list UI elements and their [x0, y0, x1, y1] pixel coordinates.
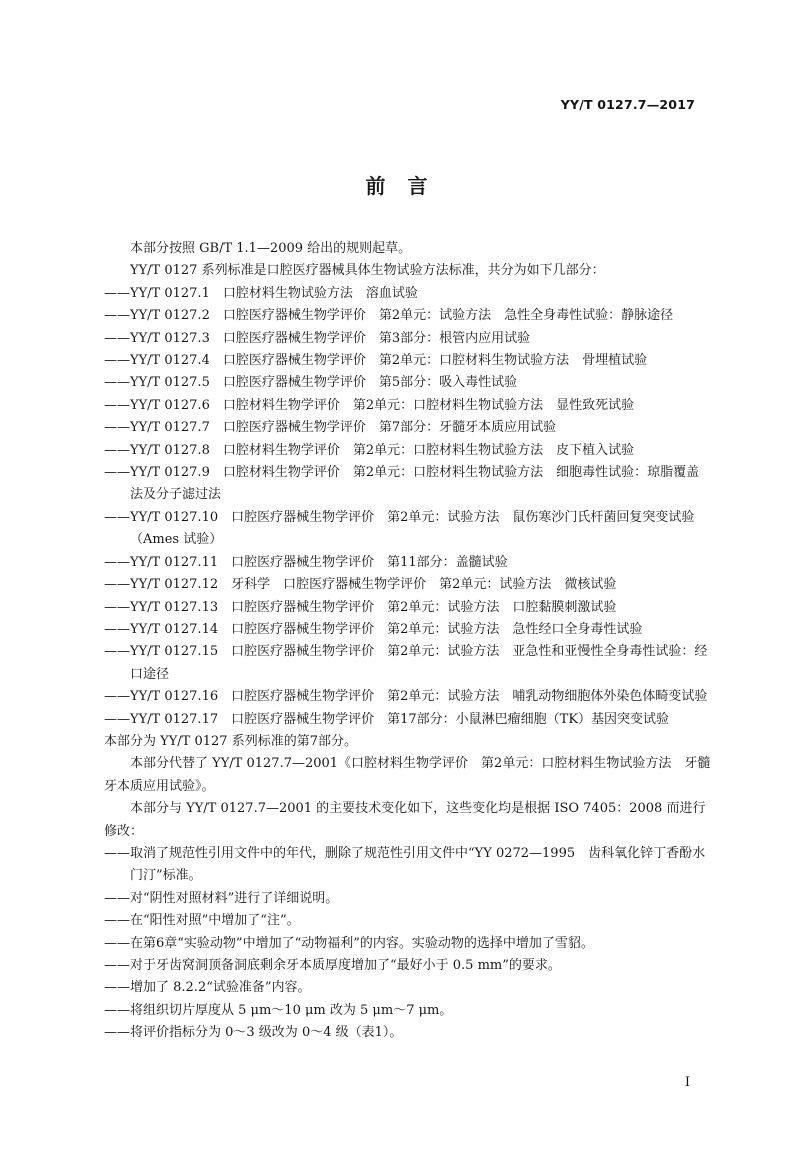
- list-item: ——YY/T 0127.3 口腔医疗器械生物学评价 第3部分：根管内应用试验: [104, 330, 531, 346]
- list-item: ——YY/T 0127.13 口腔医疗器械生物学评价 第2单元：试验方法 口腔黏膜刺激试验: [104, 599, 617, 615]
- list-item: ——YY/T 0127.15 口腔医疗器械生物学评价 第2单元：试验方法 亚急性和亚慢性全身毒性试验：经口途径: [104, 644, 708, 682]
- standard-code: YY/T 0127.7—2017: [560, 97, 695, 112]
- list-item: ——YY/T 0127.8 口腔材料生物学评价 第2单元：口腔材料生物试验方法 皮下植入试验: [104, 442, 635, 458]
- foreword-body: [104, 238, 712, 1045]
- paragraph-series-intro: YY/T 0127 系列标准是口腔医疗器械具体生物试验方法标准，共分为如下几部分：: [130, 263, 605, 279]
- paragraph-replaces: 本部分代替了 YY/T 0127.7—2001《口腔材料生物学评价 第2单元：口腔材料生物试验方法 牙髓牙本质应用试验》。: [104, 756, 711, 794]
- list-item: ——YY/T 0127.10 口腔医疗器械生物学评价 第2单元：试验方法 鼠伤寒沙门氏杆菌回复突变试验（Ames 试验）: [104, 509, 695, 548]
- list-item: ——YY/T 0127.14 口腔医疗器械生物学评价 第2单元：试验方法 急性经口全身毒性试验: [104, 621, 643, 637]
- list-item: ——YY/T 0127.16 口腔医疗器械生物学评价 第2单元：试验方法 哺乳动物细胞体外染色体畸变试验: [104, 689, 708, 705]
- list-item: ——在第6章“实验动物”中增加了“动物福利”的内容。实验动物的选择中增加了雪貂。: [104, 935, 594, 951]
- paragraph-changes-intro: 本部分与 YY/T 0127.7—2001 的主要技术变化如下，这些变化均是根据 ISO 7405：2008 而进行修改：: [104, 801, 706, 839]
- list-item: ——YY/T 0127.7 口腔医疗器械生物学评价 第7部分：牙髓牙本质应用试验: [104, 420, 557, 436]
- list-item: ——YY/T 0127.2 口腔医疗器械生物学评价 第2单元：试验方法 急性全身毒性试验：静脉途径: [104, 308, 674, 324]
- list-item: ——YY/T 0127.6 口腔材料生物学评价 第2单元：口腔材料生物试验方法 显性致死试验: [104, 397, 635, 413]
- list-item: ——对于牙齿窝洞顶备洞底剩余牙本质厚度增加了“最好小于 0.5 mm”的要求。: [104, 958, 561, 973]
- changes-list: [104, 843, 712, 1045]
- page-title: 前言: [365, 174, 450, 198]
- list-item: ——YY/T 0127.11 口腔医疗器械生物学评价 第11部分：盖髓试验: [104, 554, 508, 570]
- list-item: ——YY/T 0127.1 口腔材料生物试验方法 溶血试验: [104, 285, 418, 301]
- list-item: ——YY/T 0127.5 口腔医疗器械生物学评价 第5部分：吸入毒性试验: [104, 375, 518, 391]
- list-item: ——YY/T 0127.9 口腔材料生物学评价 第2单元：口腔材料生物试验方法 细胞毒性试验：琼脂覆盖法及分子滤过法: [104, 465, 700, 503]
- list-item: ——增加了 8.2.2“试验准备”内容。: [104, 980, 311, 996]
- list-item: ——将组织切片厚度从 5 μm～10 μm 改为 5 μm～7 μm。: [104, 1002, 453, 1018]
- list-item: ——YY/T 0127.12 牙科学 口腔医疗器械生物学评价 第2单元：试验方法 微核试验: [104, 577, 617, 593]
- list-item: ——取消了规范性引用文件中的年代，删除了规范性引用文件中“YY 0272—1995 齿科氧化锌丁香酚水门汀”标准。: [104, 845, 706, 884]
- page-number: I: [684, 1075, 690, 1090]
- list-item: ——将评价指标分为 0～3 级改为 0～4 级（表1）。: [104, 1025, 403, 1041]
- list-item: ——YY/T 0127.17 口腔医疗器械生物学评价 第17部分：小鼠淋巴瘤细胞（TK）基因突变试验: [104, 711, 670, 727]
- parts-list: [104, 283, 712, 731]
- list-item: ——对“阴性对照材料”进行了详细说明。: [104, 890, 339, 906]
- list-item: ——在“阳性对照”中增加了“注”。: [104, 913, 300, 929]
- paragraph-part-number: 本部分为 YY/T 0127 系列标准的第7部分。: [104, 733, 357, 749]
- list-item: ——YY/T 0127.4 口腔医疗器械生物学评价 第2单元：口腔材料生物试验方法 骨埋植试验: [104, 353, 648, 369]
- paragraph-drafting-rules: 本部分按照 GB/T 1.1—2009 给出的规则起草。: [130, 241, 412, 256]
